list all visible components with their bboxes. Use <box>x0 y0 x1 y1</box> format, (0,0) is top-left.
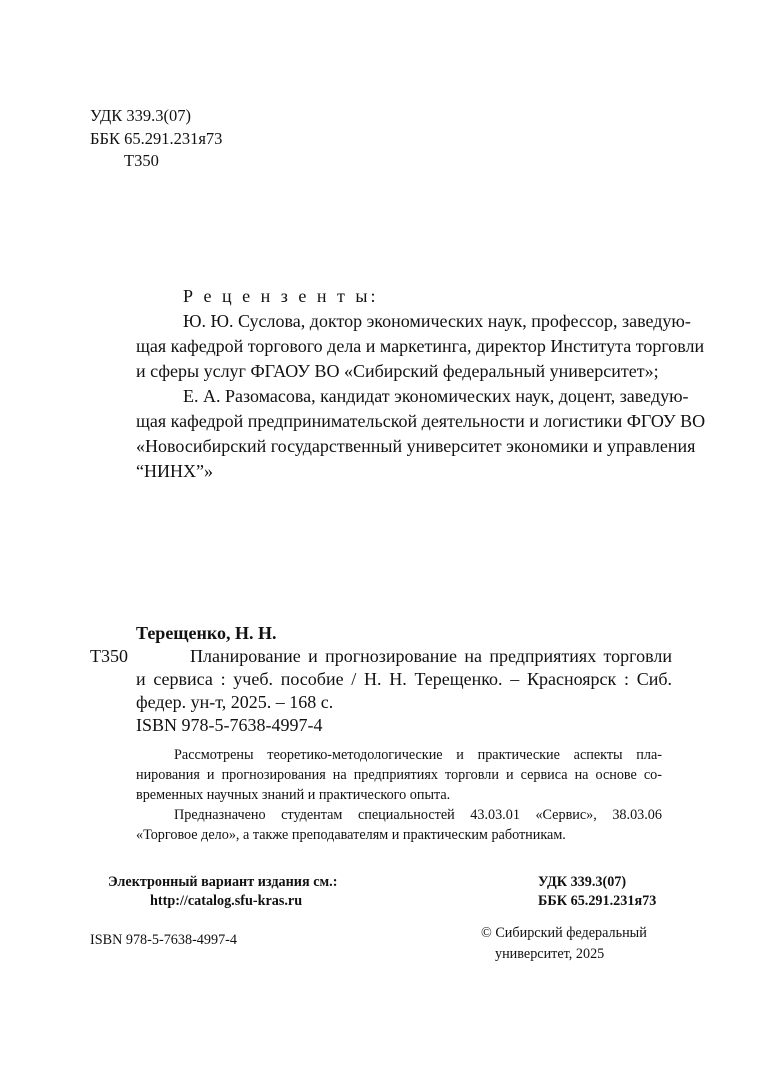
bib-line: и сервиса : учеб. пособие / Н. Н. Терещенко. – Красноярск : Сиб. <box>136 669 672 689</box>
reviewer-line: и сферы услуг ФГАОУ ВО «Сибирский федеральный университет»; <box>136 361 659 381</box>
footer-isbn: ISBN 978-5-7638-4997-4 <box>90 932 237 948</box>
reviewer-line: «Новосибирский государственный университет экономики и управления <box>136 436 696 456</box>
abstract-line: временных научных знаний и практического опыта. <box>136 787 451 803</box>
abstract-line: Предназначено студентам специальностей 43.03.01 «Сервис», 38.03.06 <box>174 807 662 823</box>
bib-isbn: ISBN 978-5-7638-4997-4 <box>136 715 323 735</box>
author-sign: Т350 <box>124 151 159 170</box>
reviewer-line: щая кафедрой предпринимательской деятельности и логистики ФГОУ ВО <box>136 411 706 431</box>
bib-line: Планирование и прогнозирование на предприятиях торговли <box>190 646 672 666</box>
reviewers-heading: Р е ц е н з е н т ы: <box>183 286 379 306</box>
copyright-line: университет, 2025 <box>495 946 605 962</box>
bib-author: Терещенко, Н. Н. <box>136 623 277 643</box>
copyright-line: © Сибирский федеральный <box>481 925 647 941</box>
footer-bbk: ББК 65.291.231я73 <box>538 893 657 909</box>
abstract-line: «Торговое дело», а также преподавателям и практическим работникам. <box>136 827 566 843</box>
abstract-line: нирования и прогнозирования на предприятиях торговли и сервиса на основе со- <box>136 767 662 783</box>
electronic-version-label: Электронный вариант издания см.: <box>108 874 338 890</box>
catalog-link[interactable]: http://catalog.sfu-kras.ru <box>150 893 303 909</box>
udk-code: УДК 339.3(07) <box>90 106 192 125</box>
reviewer-line: “НИНХ”» <box>136 461 213 481</box>
footer-udk: УДК 339.3(07) <box>538 874 627 890</box>
reviewer-line: Е. А. Разомасова, кандидат экономических наук, доцент, заведую- <box>183 386 689 406</box>
bib-code: Т350 <box>90 646 128 666</box>
bib-line: федер. ун-т, 2025. – 168 с. <box>136 692 334 712</box>
reviewer-line: щая кафедрой торгового дела и маркетинга, директор Института торговли <box>136 336 705 356</box>
bbk-code: ББК 65.291.231я73 <box>90 129 223 148</box>
reviewer-line: Ю. Ю. Суслова, доктор экономических наук, профессор, заведую- <box>183 311 691 331</box>
abstract-line: Рассмотрены теоретико-методологические и практические аспекты пла- <box>174 747 662 763</box>
